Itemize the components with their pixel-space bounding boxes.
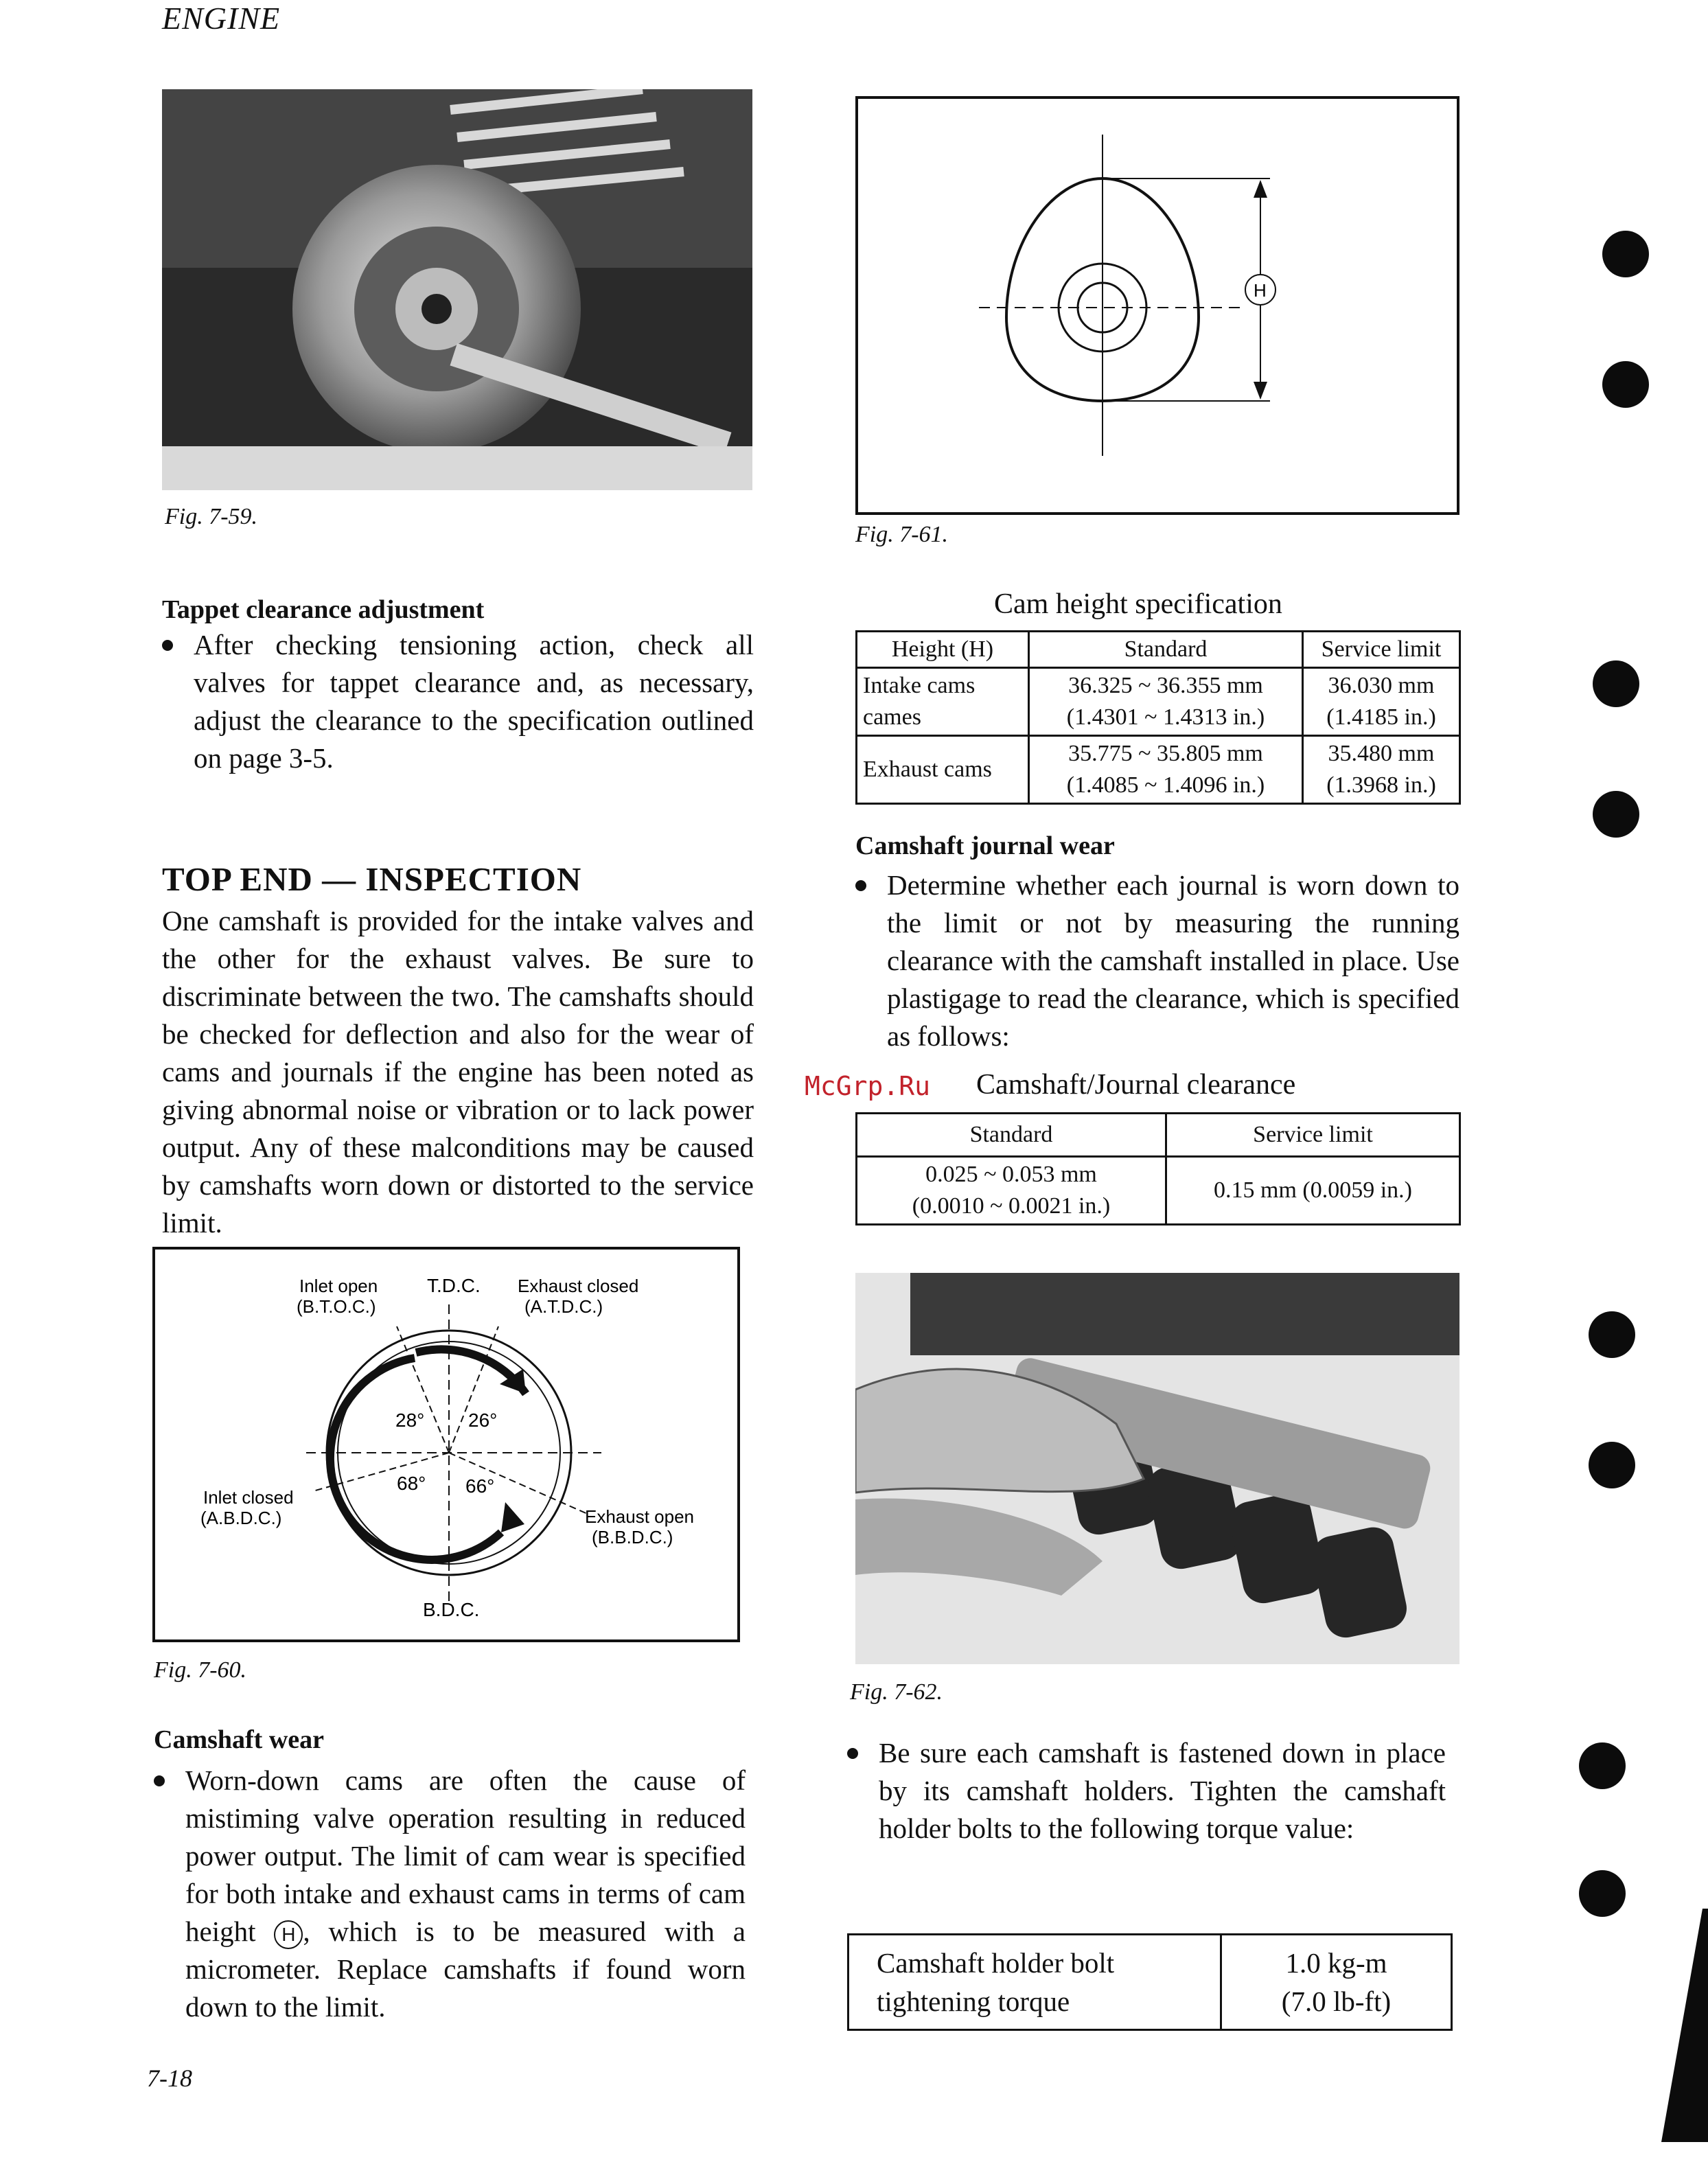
limit-mm: 35.480 mm <box>1328 741 1435 766</box>
table-row <box>857 1157 1460 1225</box>
torque-label <box>849 1935 1221 2030</box>
camshaft-wear-text-after: , which is to be measured with a micrometer. Replace camshafts if found worn down to the limit. <box>185 1915 746 2023</box>
binder-hole-8 <box>1579 1870 1626 1917</box>
section-title-top-end: TOP END — INSPECTION <box>162 860 582 898</box>
camshaft-wear-heading: Camshaft wear <box>154 1725 325 1754</box>
cam-height-row-limit <box>1303 736 1460 804</box>
binder-hole-7 <box>1579 1742 1626 1789</box>
torque-table <box>847 1933 1453 2031</box>
binder-hole-3 <box>1593 660 1639 707</box>
table-row <box>849 1935 1452 2030</box>
figure-caption-7-62: Fig. 7-62. <box>850 1679 943 1705</box>
label-angle-66: 66° <box>465 1475 495 1497</box>
watermark-text: McGrp.Ru <box>805 1071 931 1101</box>
binder-hole-1 <box>1602 231 1649 277</box>
table-row <box>857 668 1460 736</box>
holder-bullet: Be sure each camshaft is fastened down in place by its camshaft holders. Tighten the camshaft holder bolts to the following torque value: <box>847 1734 1446 1848</box>
label-inlet-closed: Inlet closed <box>203 1487 294 1508</box>
tappet-bullet-list <box>162 626 754 777</box>
label-bdc: B.D.C. <box>423 1599 480 1620</box>
binder-hole-6 <box>1589 1442 1635 1488</box>
journal-limit-value: 0.15 mm (0.0059 in.) <box>1166 1157 1460 1225</box>
cam-height-table <box>855 630 1461 805</box>
journal-header-standard: Standard <box>857 1114 1166 1157</box>
figure-caption-7-61: Fig. 7-61. <box>855 522 949 547</box>
page-header: ENGINE <box>162 1 281 36</box>
torque-value-line2: (7.0 lb-ft) <box>1281 1986 1392 2017</box>
cam-height-symbol: H <box>274 1920 303 1949</box>
limit-in: (1.3968 in.) <box>1326 772 1436 798</box>
page-edge-shadow <box>1661 1909 1708 2142</box>
label-exhaust-open: Exhaust open <box>585 1506 695 1527</box>
label-tdc: T.D.C. <box>427 1275 481 1296</box>
camshaft-wear-text-before: Worn-down cams are often the cause of mistiming valve operation resulting in reduced power output. The limit of cam wear is specified for both intake and exhaust cams in terms of cam height <box>185 1764 746 1947</box>
standard-in: (1.4301 ~ 1.4313 in.) <box>1066 704 1265 730</box>
cam-height-row-name: Exhaust cams <box>857 736 1029 804</box>
standard-mm: 36.325 ~ 36.355 mm <box>1068 673 1263 698</box>
valve-timing-diagram <box>152 1247 740 1642</box>
label-angle-28: 28° <box>395 1409 425 1431</box>
figure-caption-7-60: Fig. 7-60. <box>154 1657 247 1683</box>
tappet-heading: Tappet clearance adjustment <box>162 595 485 624</box>
label-angle-68: 68° <box>397 1473 426 1494</box>
journal-table-title: Camshaft/Journal clearance <box>976 1069 1296 1101</box>
torque-value-line1: 1.0 kg-m <box>1285 1947 1387 1979</box>
label-exhaust-open-sub: (B.B.D.C.) <box>592 1527 673 1547</box>
journal-wear-heading: Camshaft journal wear <box>855 831 1115 860</box>
torque-value <box>1221 1935 1452 2030</box>
figure-caption-7-59: Fig. 7-59. <box>165 504 258 529</box>
label-inlet-open-sub: (B.T.O.C.) <box>297 1296 376 1317</box>
camshaft-wear-bullet <box>154 1762 746 2026</box>
binder-hole-2 <box>1602 361 1649 408</box>
cam-height-row-limit <box>1303 668 1460 736</box>
standard-mm: 35.775 ~ 35.805 mm <box>1068 741 1263 766</box>
label-exhaust-closed-sub: (A.T.D.C.) <box>524 1296 603 1317</box>
cam-height-row-standard <box>1029 736 1303 804</box>
label-exhaust-closed: Exhaust closed <box>518 1276 639 1296</box>
top-end-paragraph: One camshaft is provided for the intake valves and the other for the exhaust valves. Be sure to discriminate between the two. The camshafts should be checked for deflection and also for the wear of cams and journals if the engine has been noted as giving abnormal noise or vibration or to lack power output. Any of these malconditions may be caused by camshafts worn down or distorted to the service limit. <box>162 905 754 1239</box>
engine-timing-photo <box>162 89 752 490</box>
camshaft-wear-bullet-list <box>154 1762 746 2026</box>
journal-standard-mm: 0.025 ~ 0.053 mm <box>925 1162 1097 1187</box>
journal-standard-in: (0.0010 ~ 0.0021 in.) <box>912 1193 1111 1219</box>
cam-height-header-standard: Standard <box>1029 632 1303 668</box>
cam-height-header-height: Height (H) <box>857 632 1029 668</box>
limit-in: (1.4185 in.) <box>1326 704 1436 730</box>
journal-standard-value <box>857 1157 1166 1225</box>
journal-wear-bullet-list <box>855 866 1459 1055</box>
journal-clearance-table <box>855 1112 1461 1225</box>
binder-hole-5 <box>1589 1311 1635 1358</box>
binder-hole-4 <box>1593 791 1639 838</box>
cam-height-diagram <box>855 96 1459 515</box>
cam-height-table-title: Cam height specification <box>994 588 1282 620</box>
tappet-bullet: After checking tensioning action, check all valves for tappet clearance and, as necessary, adjust the clearance to the specification outlined on page 3-5. <box>162 626 754 777</box>
torque-label-line1: Camshaft holder bolt <box>877 1947 1115 1979</box>
standard-in: (1.4085 ~ 1.4096 in.) <box>1066 772 1265 798</box>
holder-bullet-list <box>847 1734 1446 1848</box>
label-inlet-closed-sub: (A.B.D.C.) <box>200 1508 282 1528</box>
cam-height-row-name: Intake cams cames <box>857 668 1029 736</box>
journal-header-limit: Service limit <box>1166 1114 1460 1157</box>
label-inlet-open: Inlet open <box>299 1276 378 1296</box>
torque-label-line2: tightening torque <box>877 1986 1070 2017</box>
cam-height-header-limit: Service limit <box>1303 632 1460 668</box>
limit-mm: 36.030 mm <box>1328 673 1435 698</box>
camshaft-plastigage-photo <box>855 1273 1459 1664</box>
table-row <box>857 736 1460 804</box>
cam-height-marker: H <box>1254 280 1267 301</box>
page-number: 7-18 <box>147 2064 192 2092</box>
label-angle-26: 26° <box>468 1409 498 1431</box>
cam-height-row-standard <box>1029 668 1303 736</box>
journal-wear-bullet: Determine whether each journal is worn down to the limit or not by measuring the running clearance with the camshaft installed in place. Use plastigage to read the clearance, which is specified as follows: <box>855 866 1459 1055</box>
